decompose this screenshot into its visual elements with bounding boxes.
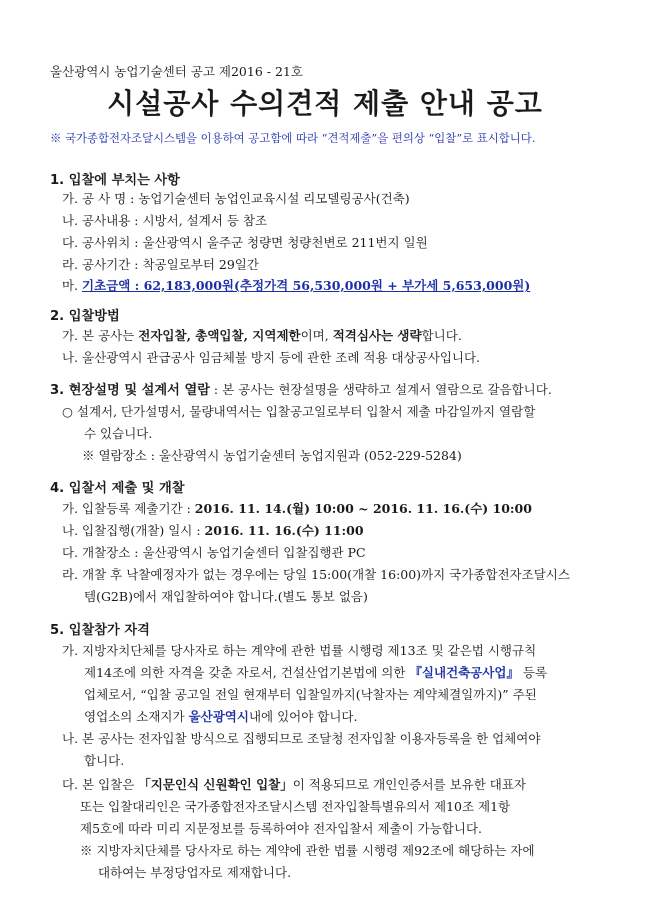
s5-a4-part3: 내에 있어야 합니다. [248,709,358,724]
s4-a-label: 가. 입찰등록 제출기간 : [62,501,195,516]
section-2-heading: 2. 입찰방법 [50,309,120,324]
s5-item-c-line2: 또는 입찰대리인은 국가종합전자조달시스템 전자입찰특별유의서 제10조 제1항 [80,799,511,814]
s5-item-b-line2: 합니다. [84,753,125,768]
section-3-heading-bold: 3. 현장설명 및 설계서 열람 [50,383,210,398]
s5-a2-part3: 등록 [518,665,548,680]
section-3-heading [50,379,552,398]
s4-a-value: 2016. 11. 14.(월) 10:00 ~ 2016. 11. 16.(수) 10:00 [194,501,532,516]
s3-item-documents: ○ 설계서, 단가설명서, 물량내역서는 입찰공고일로부터 입찰서 제출 마감일까지 열람할 [62,404,536,419]
section-3-heading-rest: : 본 공사는 현장설명을 생략하고 설계서 열람으로 갈음합니다. [209,382,552,397]
s4-b-value: 2016. 11. 16.(수) 11:00 [204,523,364,538]
s5-item-a-line3: 업체로서, “입찰 공고일 전일 현재부터 입찰일까지(낙찰자는 계약체결일까지)” 주된 [84,687,537,702]
s2-item-bid-method [62,326,462,344]
s5-c1-part3: 이 적용되므로 개인인증서를 보유한 대표자 [292,777,526,792]
s5-item-a-line2 [84,663,547,681]
s5-c1-part1: 다. 본 입찰은 [62,777,139,792]
s1-item-project-period: 라. 공사기간 : 착공일로부터 29일간 [62,257,259,272]
s5-a4-region: 울산광역시 [188,709,249,724]
s4-item-registration-period [62,499,532,517]
s1-base-amount-value: 기초금액 : 62,183,000원(추정가격 56,530,000원 + 부가세 5,653,000원) [82,278,531,293]
s1-item-base-amount-prefix: 마. [62,278,83,293]
s1-item-project-content: 나. 공사내용 : 시방서, 설계서 등 참조 [62,213,268,228]
s1-item-project-location: 다. 공사위치 : 울산광역시 울주군 청량면 청량천변로 211번지 일원 [62,235,428,250]
s2-a-part4: 적격심사는 생략 [332,328,422,343]
s1-item-project-name: 가. 공 사 명 : 농업기술센터 농업인교육시설 리모델링공사(건축) [62,191,410,206]
s2-item-ordinance: 나. 울산광역시 관급공사 임금체불 방지 등에 관한 조례 적용 대상공사입니다. [62,350,481,365]
s3-item-documents-cont: 수 있습니다. [84,426,153,441]
s5-note-line2: 대하여는 부정당업자로 제재합니다. [98,865,292,880]
s5-c1-fingerprint: 「지문인식 신원확인 입찰」 [138,777,293,792]
s5-a2-license: 『실내건축공사업』 [409,665,519,680]
s4-item-rebid-cont: 템(G2B)에서 재입찰하여야 합니다.(별도 통보 없음) [84,589,368,604]
s4-b-label: 나. 입찰집행(개찰) 일시 : [62,523,205,538]
s3-viewing-place: ※ 열람장소 : 울산광역시 농업기술센터 농업지원과 (052-229-5284) [82,448,462,463]
s2-a-part2: 전자입찰, 총액입찰, 지역제한 [138,328,301,343]
section-1-heading: 1. 입찰에 부치는 사항 [50,173,180,188]
s5-item-a-line4 [84,707,357,725]
s4-item-opening-place: 다. 개찰장소 : 울산광역시 농업기술센터 입찰집행관 PC [62,545,366,560]
s5-item-c-line3: 제5호에 따라 미리 지문정보를 등록하여야 전자입찰서 제출이 가능합니다. [80,821,482,836]
page-title: 시설공사 수의견적 제출 안내 공고 [107,87,543,120]
s5-item-c-line1 [62,775,526,793]
s2-a-part1: 가. 본 공사는 [62,328,139,343]
s2-a-part3: 이며, [300,328,333,343]
s1-item-base-amount [62,276,530,294]
section-4-heading: 4. 입찰서 제출 및 개찰 [50,481,185,496]
s5-a2-part1: 제14조에 의한 자격을 갖춘 자로서, 건설산업기본법에 의한 [84,665,410,680]
s5-item-a-line1: 가. 지방자치단체를 당사자로 하는 계약에 관한 법률 시행령 제13조 및 같은법 시행규칙 [62,643,537,658]
s4-item-rebid: 라. 개찰 후 낙찰예정자가 없는 경우에는 당일 15:00(개찰 16:00)까지 국가종합전자조달시스 [62,567,570,582]
s5-a4-part1: 영업소의 소재지가 [84,709,189,724]
notice-note: ※ 국가종합전자조달시스템을 이용하여 공고함에 따라 “견적제출”을 편의상 “입찰”로 표시합니다. [50,131,536,145]
s2-a-part5: 합니다. [421,328,462,343]
s4-item-opening-datetime [62,521,364,539]
section-5-heading: 5. 입찰참가 자격 [50,623,150,638]
s5-note-line1: ※ 지방자치단체를 당사자로 하는 계약에 관한 법률 시행령 제92조에 해당하는 자에 [80,843,535,858]
s5-item-b-line1: 나. 본 공사는 전자입찰 방식으로 집행되므로 조달청 전자입찰 이용자등록을 한 업체여야 [62,731,541,746]
document-number: 울산광역시 농업기술센터 공고 제2016 - 21호 [50,64,303,79]
